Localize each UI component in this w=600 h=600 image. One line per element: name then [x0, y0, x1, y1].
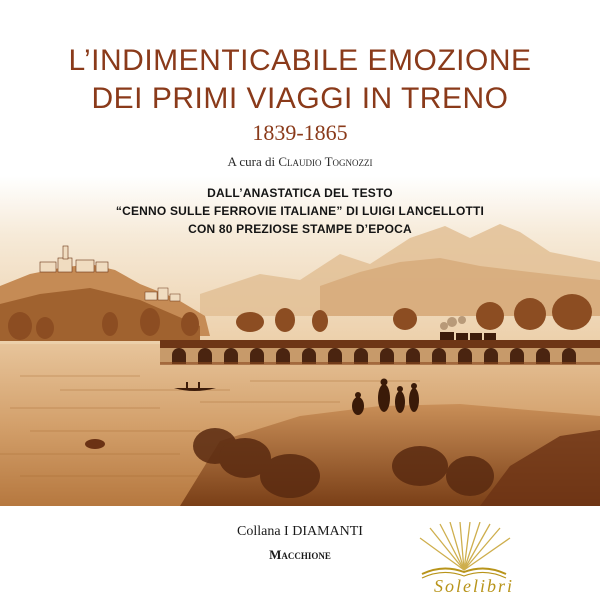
- curator-prefix: A cura di: [227, 154, 276, 169]
- series-name: Collana I DIAMANTI: [237, 524, 363, 539]
- subtitle-line-1: DALL’ANASTATICA DEL TESTO: [207, 186, 393, 200]
- subtitle-line-2: “CENNO SULLE FERROVIE ITALIANE” DI LUIGI LANCELLOTTI: [115, 204, 485, 218]
- publisher-name: Macchione: [269, 547, 331, 562]
- railway-viaduct: [160, 340, 600, 365]
- years-subtitle: 1839-1865: [252, 120, 348, 145]
- title-line-1: L’INDIMENTICABILE EMOZIONE: [68, 44, 532, 77]
- steam-train: [440, 332, 496, 340]
- logo-wordmark: Solelibri: [434, 576, 514, 596]
- rock-in-water: [85, 439, 105, 449]
- curator-name: Claudio Tognozzi: [278, 154, 373, 169]
- title-line-2: DEI PRIMI VIAGGI IN TRENO: [91, 82, 509, 115]
- curator-credit: [0, 154, 600, 170]
- subtitle-line-3: CON 80 PREZIOSE STAMPE D’EPOCA: [188, 222, 412, 236]
